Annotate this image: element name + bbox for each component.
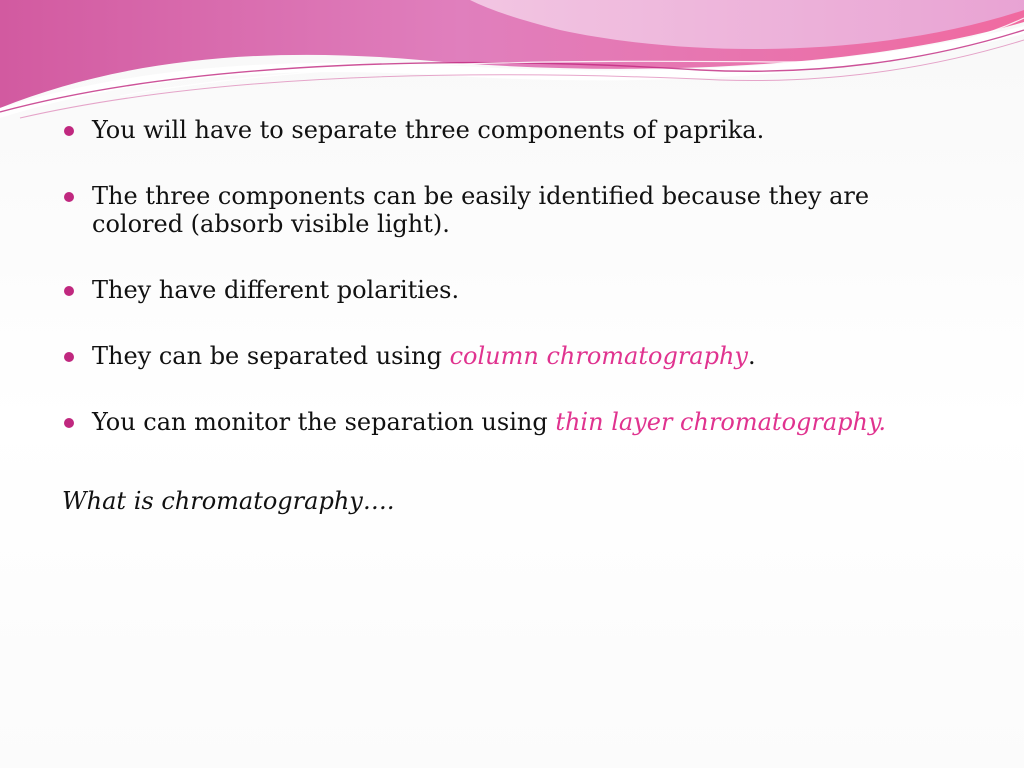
- bullet-text: You will have to separate three components of paprika.: [92, 116, 765, 144]
- header-decoration: [0, 0, 1024, 130]
- bullet-item-4: [62, 342, 962, 370]
- bullet-text: The three components can be easily identified because they are colored (absorb visible light).: [92, 182, 870, 238]
- bullet-dot-icon: [64, 126, 74, 136]
- bullet-item-3: [62, 276, 962, 304]
- bullet-text: You can monitor the separation using: [92, 408, 556, 436]
- bullet-text: They have different polarities.: [92, 276, 460, 304]
- bullet-dot-icon: [64, 418, 74, 428]
- bullet-emphasis: thin layer chromatography.: [555, 408, 886, 436]
- bullet-emphasis: column chromatography: [449, 342, 748, 370]
- bullet-dot-icon: [64, 192, 74, 202]
- bullet-trailing: .: [747, 342, 756, 370]
- bullet-list: [62, 116, 962, 474]
- bullet-item-1: [62, 116, 962, 144]
- bullet-item-5: [62, 408, 962, 436]
- closing-question: What is chromatography….: [62, 487, 395, 515]
- bullet-text: They can be separated using: [92, 342, 450, 370]
- bullet-item-2: [62, 182, 962, 238]
- bullet-dot-icon: [64, 286, 74, 296]
- bullet-dot-icon: [64, 352, 74, 362]
